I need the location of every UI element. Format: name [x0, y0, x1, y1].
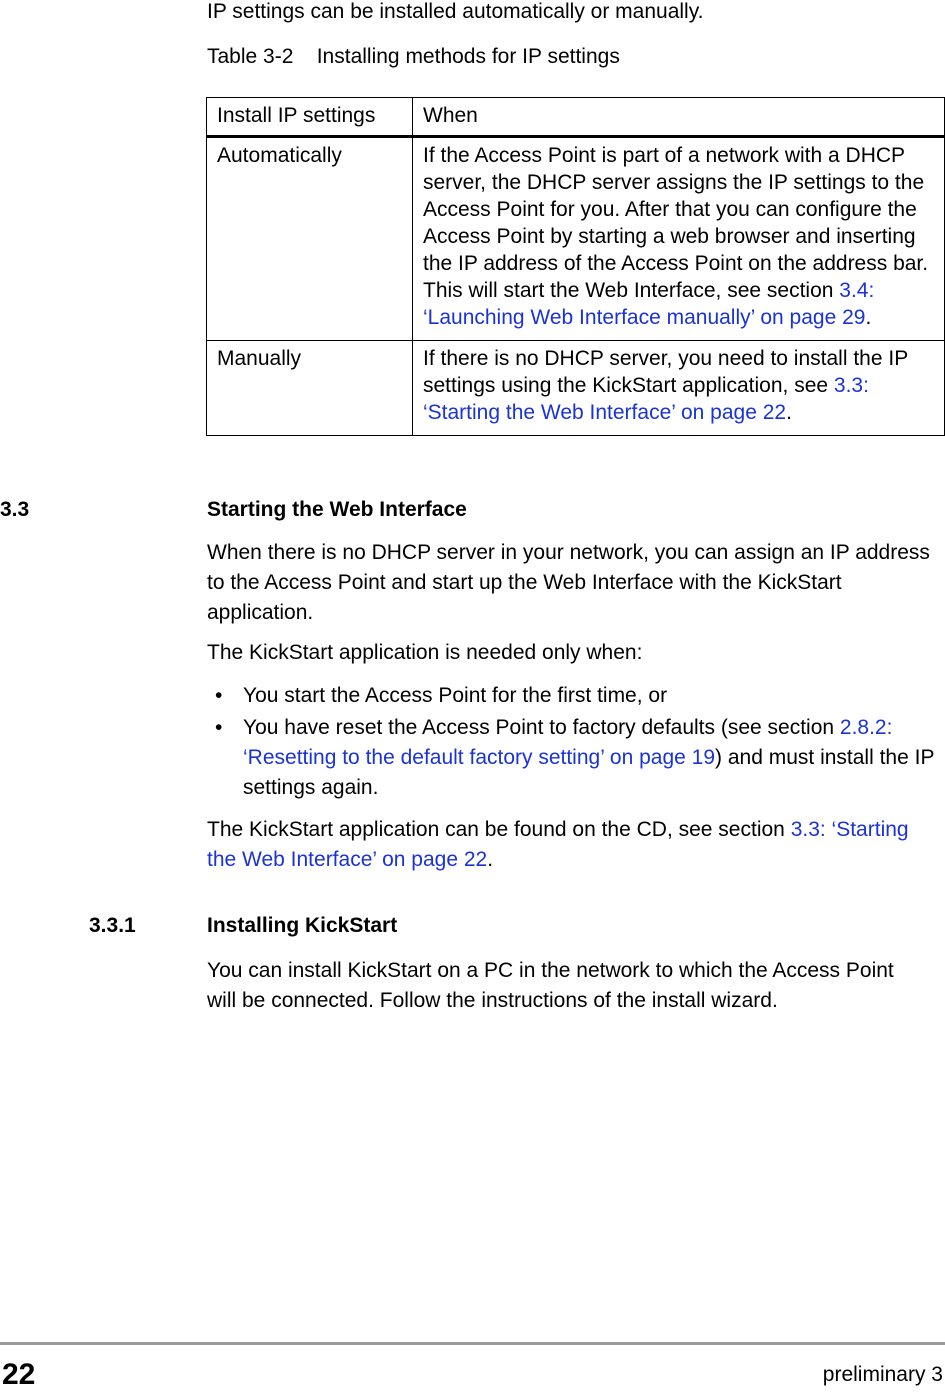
ip-settings-table	[206, 97, 945, 436]
table-header-row	[207, 98, 945, 137]
row-method-automatically: Automatically	[207, 137, 413, 341]
cross-reference-link[interactable]: 3.3: ‘Starting the Web Interface’ on page 22	[207, 818, 909, 871]
row-tail: .	[865, 306, 872, 329]
paragraph-tail: .	[487, 848, 494, 871]
section-paragraph-2: The KickStart application is needed only when:	[207, 641, 643, 664]
row-text: If the Access Point is part of a network with a DHCP server, the DHCP server assigns the IP settings to the Access Point for you. After that you can configure the Access Point by starting a web browser and inserting the IP address of the Access Point on the address bar. This will start the Web Interface, see section	[423, 144, 929, 302]
footer-divider	[0, 1342, 945, 1345]
page-number: 22	[2, 1358, 36, 1391]
section-paragraph-3	[207, 815, 932, 875]
bullet-list	[207, 681, 937, 805]
subsection-paragraph: You can install KickStart on a PC in the network to which the Access Point will be connected. Follow the instructions of the install wizard.	[207, 959, 894, 1012]
row-text: If there is no DHCP server, you need to install the IP settings using the KickStart application, see	[423, 347, 908, 397]
table-row	[207, 341, 945, 436]
cross-reference-link[interactable]: 2.8.2: ‘Resetting to the default factory setting’ on page 19	[243, 716, 893, 769]
footer-label: preliminary 3	[822, 1363, 943, 1386]
intro-paragraph: IP settings can be installed automatically or manually.	[207, 0, 704, 23]
column-header-install: Install IP settings	[207, 98, 413, 137]
section-paragraph-1: When there is no DHCP server in your network, you can assign an IP address to the Access Point and start up the Web Interface with the KickStart application.	[207, 541, 930, 624]
bullet-tail: ) and must install the IP settings again.	[243, 746, 935, 799]
subsection-number: 3.3.1	[89, 914, 136, 937]
row-tail: .	[786, 401, 792, 424]
section-title: Starting the Web Interface	[207, 498, 467, 521]
subsection-title: Installing KickStart	[207, 914, 398, 937]
column-header-when: When	[413, 98, 945, 137]
list-item: • You start the Access Point for the first time, or	[207, 681, 937, 711]
section-number: 3.3	[0, 498, 30, 521]
cross-reference-link[interactable]: 3.4: ‘Launching Web Interface manually’ on page 29	[423, 279, 875, 329]
row-description-manually	[413, 341, 945, 436]
paragraph-text: The KickStart application can be found on the CD, see section	[207, 818, 791, 841]
table-row	[207, 137, 945, 341]
list-item	[207, 713, 937, 803]
cross-reference-link[interactable]: 3.3: ‘Starting the Web Interface’ on page 22	[423, 374, 869, 424]
row-method-manually: Manually	[207, 341, 413, 436]
bullet-text: You have reset the Access Point to factory defaults (see section	[243, 716, 840, 739]
row-description-automatically	[413, 137, 945, 341]
table-caption: Table 3-2 Installing methods for IP settings	[207, 45, 620, 68]
